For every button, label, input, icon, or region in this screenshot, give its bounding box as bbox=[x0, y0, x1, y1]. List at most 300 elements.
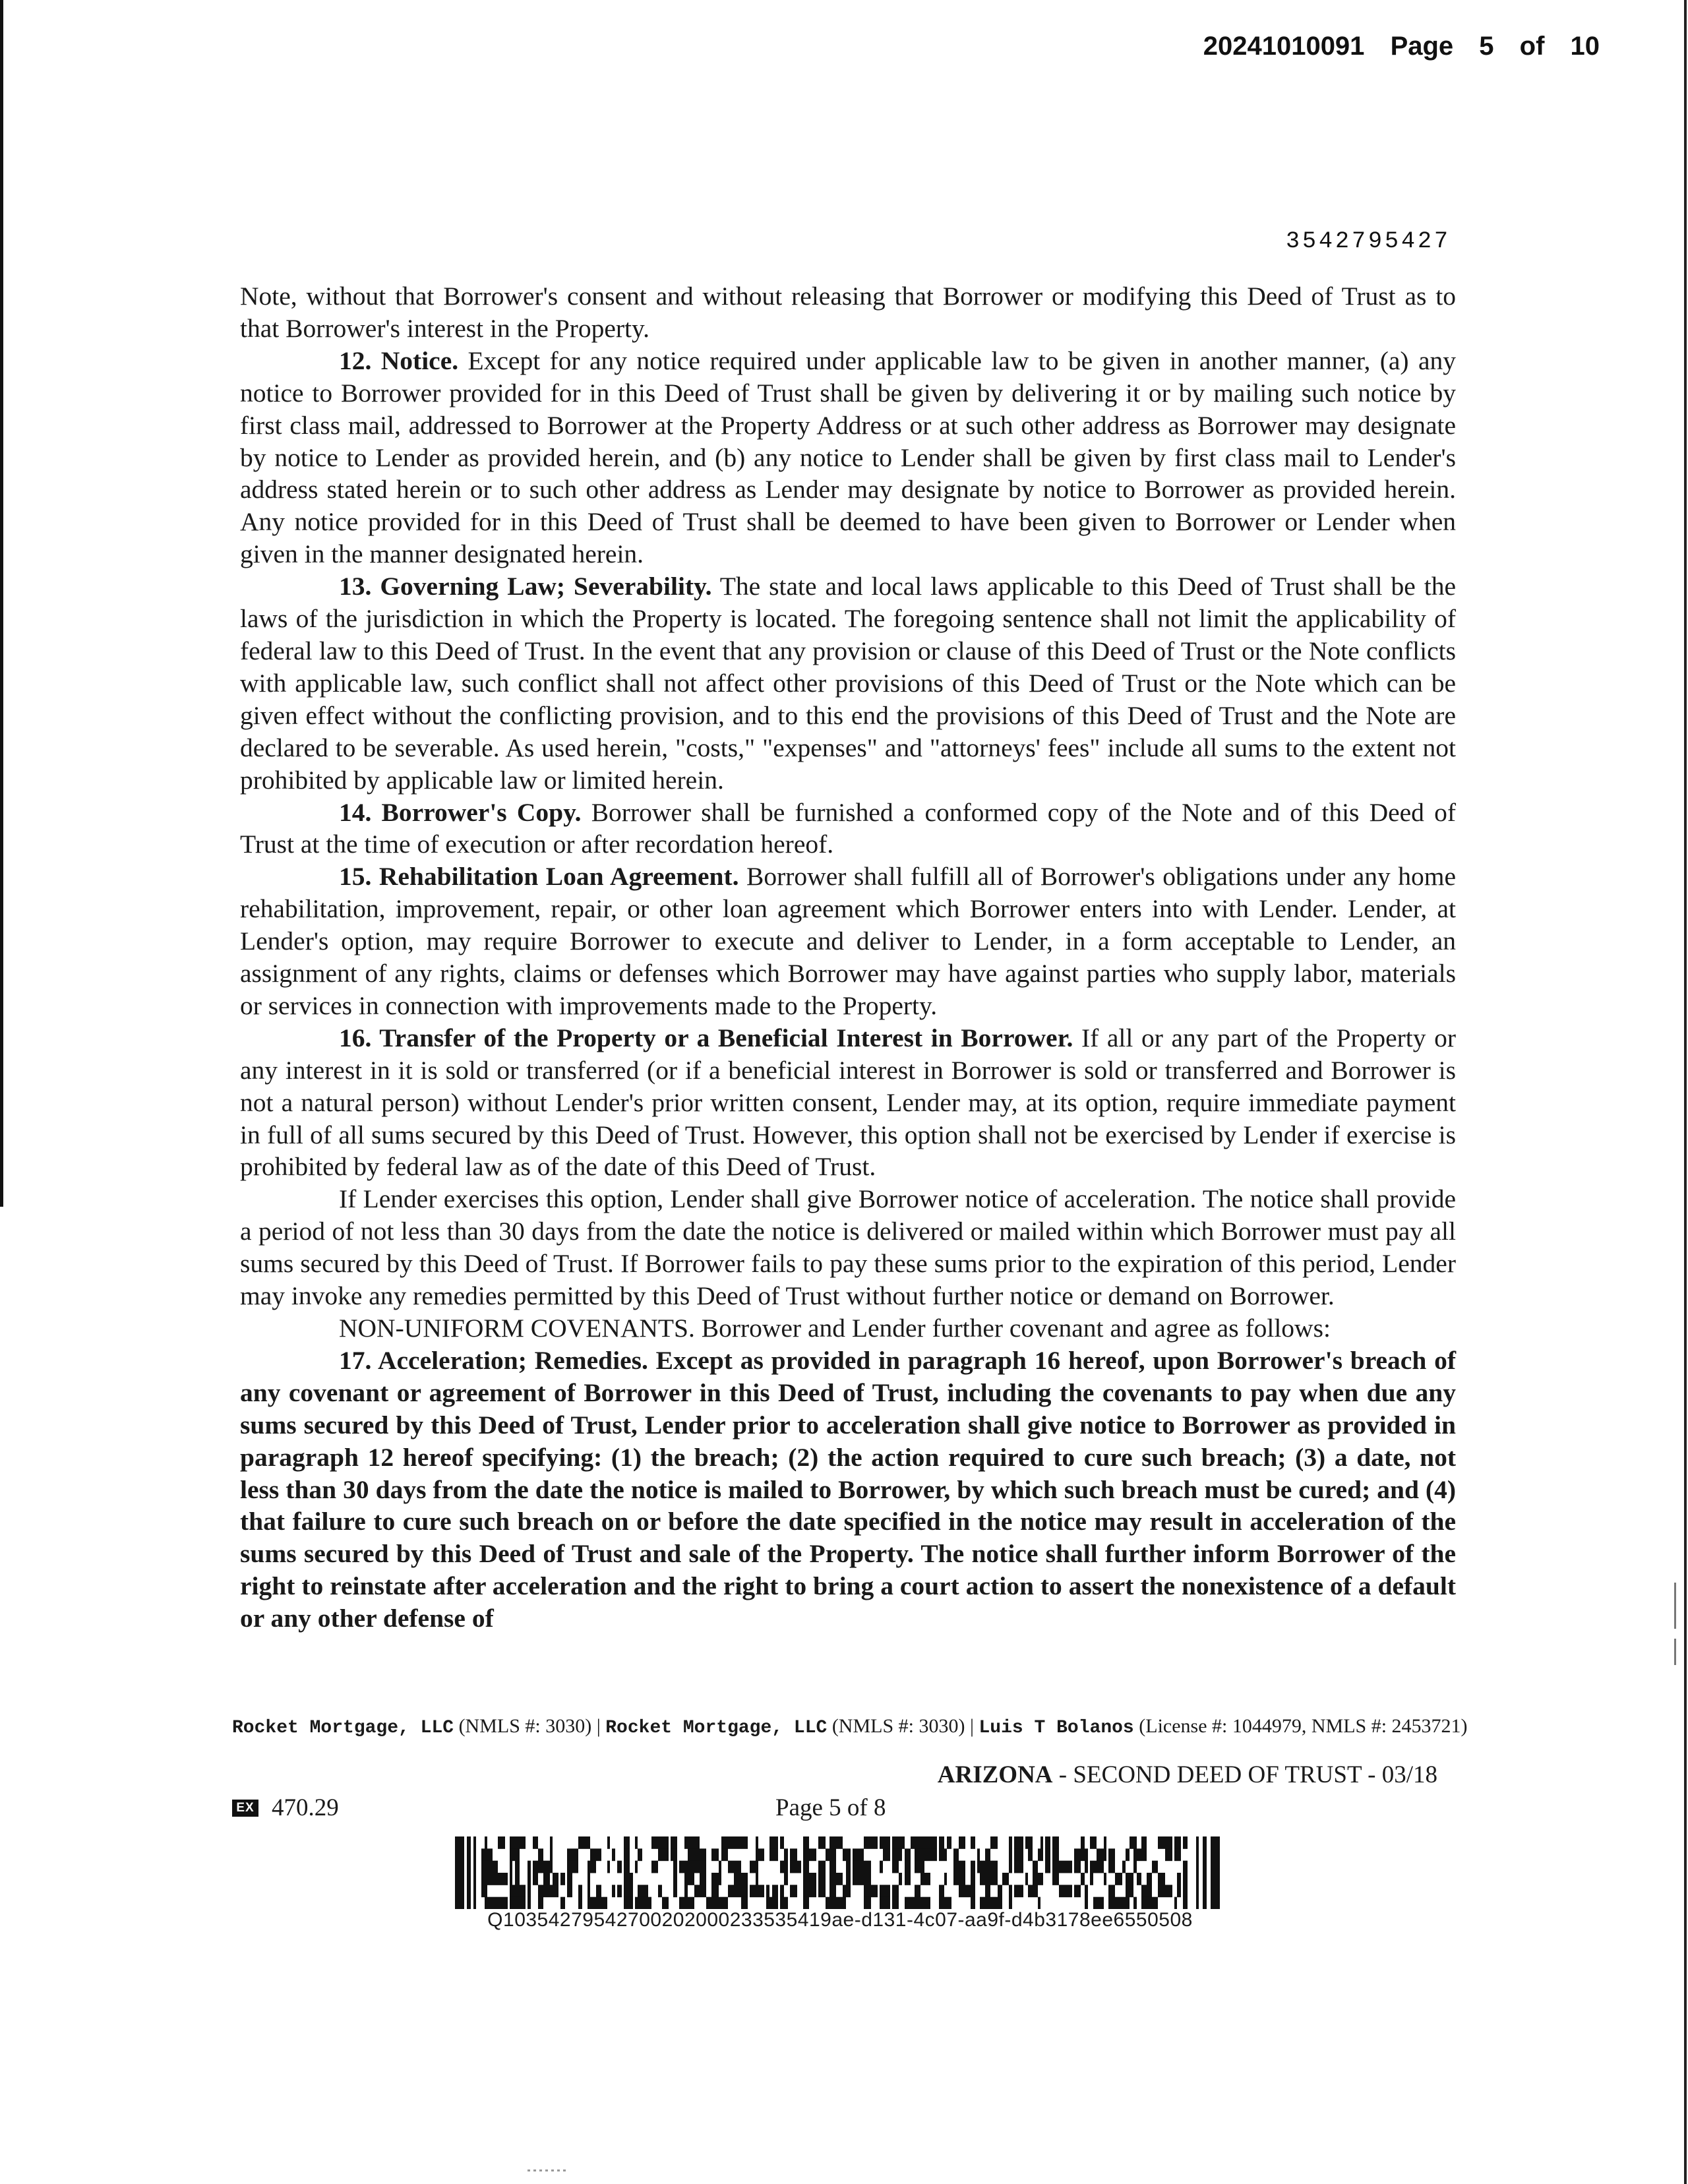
barcode-module bbox=[809, 1873, 816, 1885]
barcode-module bbox=[700, 1873, 706, 1885]
barcode-module bbox=[550, 1885, 553, 1897]
barcode-module bbox=[818, 1885, 826, 1897]
barcode-module bbox=[673, 1848, 677, 1861]
barcode-module bbox=[550, 1836, 553, 1849]
lender-name: Rocket Mortgage, LLC bbox=[605, 1718, 828, 1738]
barcode-module bbox=[588, 1897, 590, 1909]
barcode-module bbox=[1040, 1873, 1043, 1885]
barcode-module bbox=[510, 1873, 512, 1885]
barcode-module bbox=[630, 1885, 633, 1897]
barcode-module bbox=[512, 1897, 515, 1909]
barcode-module bbox=[734, 1873, 741, 1885]
barcode-module bbox=[1090, 1836, 1093, 1849]
barcode-module bbox=[780, 1836, 784, 1849]
barcode-module bbox=[721, 1836, 728, 1849]
document-body bbox=[240, 280, 1456, 1635]
barcode-module bbox=[538, 1885, 543, 1897]
barcode-module bbox=[1045, 1848, 1050, 1861]
barcode-module bbox=[624, 1885, 630, 1897]
barcode-module bbox=[790, 1885, 797, 1897]
barcode-module bbox=[1040, 1836, 1043, 1849]
barcode-module bbox=[924, 1873, 930, 1885]
barcode-module bbox=[700, 1861, 706, 1873]
barcode-module bbox=[1104, 1836, 1106, 1849]
barcode-module bbox=[1040, 1848, 1043, 1861]
barcode-module bbox=[1009, 1885, 1012, 1897]
paragraph-continuation: Note, without that Borrower's consent and without releasing that Borrower or modifying this Deed of Trust as to that Borrower's interest in the Property. bbox=[240, 282, 1456, 343]
barcode-module bbox=[864, 1861, 871, 1873]
barcode-module bbox=[721, 1848, 728, 1861]
recording-page-label: Page 5 of 10 bbox=[1390, 32, 1600, 61]
barcode-module bbox=[1177, 1848, 1181, 1861]
barcode-module bbox=[553, 1873, 558, 1885]
barcode-module bbox=[1081, 1836, 1085, 1849]
barcode-module bbox=[538, 1861, 543, 1873]
barcode-module bbox=[1066, 1885, 1072, 1897]
barcode-module bbox=[772, 1848, 778, 1861]
paragraph-text: The state and local laws applicable to this Deed of Trust shall be the laws of the jurisdiction in which the Property is located. The foregoing sentence shall not limit the applicability of federal law to this Deed of Trust. In the event that any provision or clause of this Deed of Trust or the Note conflicts with applicable law, such conflict shall not affect other provisions of this Deed of Trust or the Note which can be given effect without the conflicting provision, and to this end the provisions of this Deed of Trust and the Note are declared to be severable. As used herein, "costs," "expenses" and "attorneys' fees" include all sums to the extent not prohibited by applicable law or limited herein. bbox=[240, 572, 1456, 795]
barcode-module bbox=[971, 1873, 975, 1885]
barcode-module bbox=[515, 1836, 520, 1849]
barcode-module bbox=[719, 1873, 721, 1885]
barcode-module bbox=[871, 1836, 878, 1849]
barcode-module bbox=[543, 1861, 550, 1873]
barcode-module bbox=[671, 1848, 673, 1861]
barcode-module bbox=[481, 1885, 485, 1897]
barcode-module bbox=[853, 1861, 858, 1873]
barcode-module bbox=[1074, 1861, 1081, 1873]
barcode-module bbox=[809, 1885, 816, 1897]
barcode-module bbox=[930, 1848, 937, 1861]
barcode-module bbox=[772, 1885, 778, 1897]
barcode-module bbox=[635, 1861, 638, 1873]
recording-number: 20241010091 bbox=[1203, 32, 1365, 61]
barcode-module bbox=[1141, 1848, 1147, 1861]
barcode-module bbox=[688, 1873, 694, 1885]
barcode-module bbox=[728, 1885, 734, 1897]
barcode-module bbox=[959, 1861, 965, 1873]
barcode-module bbox=[864, 1836, 871, 1849]
barcode-module bbox=[498, 1836, 505, 1849]
barcode-module bbox=[671, 1836, 673, 1849]
barcode-module bbox=[1183, 1836, 1188, 1849]
barcode-module bbox=[1017, 1885, 1023, 1897]
loan-number: 3542795427 bbox=[1285, 228, 1451, 255]
barcode-module bbox=[721, 1897, 728, 1909]
barcode-module bbox=[1038, 1897, 1040, 1909]
barcode-module bbox=[1002, 1873, 1009, 1885]
barcode-module bbox=[684, 1897, 688, 1909]
barcode-module bbox=[493, 1897, 498, 1909]
barcode-module bbox=[977, 1848, 980, 1861]
barcode-module bbox=[853, 1848, 858, 1861]
barcode-bar bbox=[455, 1836, 464, 1909]
barcode-module bbox=[485, 1836, 487, 1849]
barcode-module bbox=[719, 1861, 721, 1873]
barcode-module bbox=[939, 1897, 944, 1909]
barcode-module bbox=[990, 1836, 998, 1849]
barcode-module bbox=[843, 1885, 846, 1897]
barcode-module bbox=[784, 1848, 788, 1861]
barcode-module bbox=[688, 1836, 694, 1849]
barcode-module bbox=[1028, 1836, 1033, 1849]
barcode-module bbox=[920, 1848, 924, 1861]
barcode-module bbox=[756, 1848, 758, 1861]
barcode-module bbox=[560, 1897, 565, 1909]
barcode-module bbox=[947, 1897, 951, 1909]
scan-speck bbox=[528, 2169, 567, 2171]
barcode-module bbox=[858, 1873, 864, 1885]
barcode-module bbox=[1108, 1861, 1115, 1873]
barcode-module bbox=[1081, 1873, 1085, 1885]
barcode-module bbox=[772, 1836, 778, 1849]
barcode-module bbox=[829, 1861, 836, 1873]
barcode-module bbox=[711, 1873, 719, 1885]
form-state: ARIZONA bbox=[937, 1761, 1053, 1788]
barcode-module bbox=[487, 1861, 493, 1873]
barcode-module bbox=[1183, 1861, 1188, 1873]
barcode-module bbox=[512, 1848, 515, 1861]
barcode-module bbox=[899, 1873, 902, 1885]
barcode-module bbox=[487, 1897, 493, 1909]
barcode-module bbox=[1028, 1848, 1033, 1861]
barcode-module bbox=[528, 1897, 531, 1909]
barcode-module bbox=[864, 1885, 871, 1897]
barcode-module bbox=[920, 1836, 924, 1849]
originator-name: Luis T Bolanos bbox=[979, 1718, 1134, 1738]
barcode-module bbox=[766, 1897, 769, 1909]
barcode-module bbox=[624, 1848, 630, 1861]
barcode-module bbox=[1074, 1848, 1081, 1861]
barcode-module bbox=[1028, 1885, 1033, 1897]
barcode-module bbox=[892, 1836, 899, 1849]
barcode-module bbox=[1009, 1897, 1012, 1909]
barcode-module bbox=[1158, 1836, 1165, 1849]
barcode-bar bbox=[1196, 1836, 1199, 1909]
barcode-module bbox=[846, 1885, 851, 1897]
barcode-module bbox=[1147, 1885, 1152, 1897]
barcode-module bbox=[853, 1873, 858, 1885]
page-number: Page 5 of 8 bbox=[775, 1794, 886, 1821]
barcode-module bbox=[784, 1861, 788, 1873]
barcode-module bbox=[1177, 1873, 1181, 1885]
barcode-module bbox=[651, 1861, 658, 1873]
barcode-module bbox=[1045, 1861, 1050, 1873]
barcode-module bbox=[924, 1897, 930, 1909]
barcode-module bbox=[959, 1873, 965, 1885]
barcode-bar bbox=[467, 1836, 471, 1909]
barcode-module bbox=[673, 1873, 677, 1885]
barcode-module bbox=[711, 1897, 719, 1909]
barcode-module bbox=[485, 1897, 487, 1909]
barcode-module bbox=[899, 1848, 902, 1861]
barcode-module bbox=[1147, 1873, 1152, 1885]
barcode-module bbox=[485, 1848, 487, 1861]
barcode-module bbox=[510, 1848, 512, 1861]
barcode-module bbox=[911, 1836, 915, 1849]
barcode-module bbox=[1141, 1885, 1147, 1897]
ex-icon: EX bbox=[232, 1800, 258, 1817]
barcode-module bbox=[1126, 1873, 1130, 1885]
barcode-module bbox=[515, 1885, 520, 1897]
barcode-module bbox=[734, 1885, 741, 1897]
barcode-module bbox=[567, 1861, 572, 1873]
barcode-module bbox=[1133, 1861, 1137, 1873]
barcode-module bbox=[924, 1836, 930, 1849]
barcode-module bbox=[965, 1885, 971, 1897]
paragraph-text: Borrower shall be furnished a conformed copy of the Note and of this Deed of Trust at the time of execution or after recordation hereof. bbox=[240, 797, 1456, 859]
barcode-module bbox=[871, 1885, 878, 1897]
barcode-module bbox=[741, 1873, 748, 1885]
barcode-module bbox=[684, 1836, 688, 1849]
barcode-module bbox=[1025, 1873, 1028, 1885]
barcode-module bbox=[688, 1897, 694, 1909]
barcode-module bbox=[829, 1897, 836, 1909]
barcode-module bbox=[758, 1885, 764, 1897]
non-uniform-covenants: NON-UNIFORM COVENANTS. Borrower and Lender further covenant and agree as follows: bbox=[339, 1314, 1331, 1343]
scan-mark bbox=[1674, 1583, 1676, 1629]
barcode-module bbox=[953, 1873, 959, 1885]
barcode-module bbox=[905, 1873, 911, 1885]
barcode-module bbox=[550, 1848, 553, 1861]
barcode-module bbox=[553, 1885, 558, 1897]
barcode-module bbox=[864, 1873, 871, 1885]
barcode-bar bbox=[473, 1836, 476, 1909]
barcode-module bbox=[694, 1836, 700, 1849]
barcode-module bbox=[1017, 1848, 1023, 1861]
barcode-module bbox=[980, 1897, 985, 1909]
barcode-module bbox=[750, 1885, 756, 1897]
barcode-module bbox=[1093, 1836, 1097, 1849]
barcode-module bbox=[980, 1861, 985, 1873]
barcode-module bbox=[939, 1836, 944, 1849]
barcode-module bbox=[485, 1861, 487, 1873]
barcode-module bbox=[883, 1848, 890, 1861]
barcode-module bbox=[638, 1848, 642, 1861]
barcode-module bbox=[758, 1848, 764, 1861]
barcode-module bbox=[528, 1861, 531, 1873]
barcode-module bbox=[772, 1897, 778, 1909]
barcode-module bbox=[939, 1848, 944, 1861]
barcode-module bbox=[533, 1861, 538, 1873]
barcode-module bbox=[1174, 1836, 1177, 1849]
barcode-module bbox=[617, 1861, 622, 1873]
barcode-module bbox=[543, 1873, 550, 1885]
paragraph-14 bbox=[240, 797, 1456, 861]
form-title bbox=[938, 1761, 1437, 1789]
paragraph-text: If all or any part of the Property or any interest in it is sold or transferred (or if a beneficial interest in Borrower is sold or transferred and Borrower is not a natural person) without Lender's prior written consent, Lender may, at its option, require immediate payment in full of all sums secured by this Deed of Trust. However, this option shall not be exercised by Lender if exercise is prohibited by federal law as of the date of this Deed of Trust. bbox=[240, 1023, 1457, 1182]
barcode-module bbox=[578, 1897, 582, 1909]
barcode-module bbox=[533, 1836, 538, 1849]
barcode-module bbox=[818, 1836, 826, 1849]
barcode-module bbox=[607, 1836, 610, 1849]
barcode-module bbox=[756, 1873, 758, 1885]
barcode-module bbox=[498, 1897, 505, 1909]
paragraph-heading: 14. Borrower's Copy. bbox=[339, 797, 582, 827]
barcode-module bbox=[1017, 1836, 1023, 1849]
barcode-module bbox=[905, 1861, 911, 1873]
barcode-module bbox=[505, 1897, 508, 1909]
barcode-module bbox=[651, 1836, 658, 1849]
barcode-module bbox=[588, 1885, 590, 1897]
barcode-module bbox=[1081, 1848, 1085, 1861]
barcode-module bbox=[790, 1848, 797, 1861]
paragraph-13 bbox=[240, 570, 1456, 796]
barcode-module bbox=[1104, 1873, 1106, 1885]
barcode-module bbox=[515, 1861, 520, 1873]
barcode-module bbox=[612, 1885, 615, 1897]
barcode-module bbox=[784, 1873, 788, 1885]
originator-license: (License #: 1044979, NMLS #: 2453721) bbox=[1133, 1715, 1468, 1737]
barcode-module bbox=[520, 1897, 526, 1909]
barcode-module bbox=[728, 1861, 734, 1873]
paragraph-12 bbox=[240, 345, 1456, 570]
barcode-text: Q10354279542700202000233535419ae-d131-4c07-aa9f-d4b3178ee6550508 bbox=[487, 1909, 1193, 1931]
barcode-module bbox=[728, 1836, 734, 1849]
barcode-module bbox=[846, 1873, 851, 1885]
barcode-module bbox=[803, 1836, 809, 1849]
barcode-module bbox=[635, 1897, 638, 1909]
barcode-module bbox=[520, 1885, 526, 1897]
barcode-module bbox=[493, 1861, 498, 1873]
barcode-module bbox=[1158, 1873, 1165, 1885]
barcode-module bbox=[769, 1897, 772, 1909]
barcode-module bbox=[780, 1861, 784, 1873]
barcode-module bbox=[1014, 1861, 1017, 1873]
barcode-module bbox=[915, 1836, 920, 1849]
barcode-module bbox=[829, 1848, 836, 1861]
barcode-module bbox=[977, 1861, 980, 1873]
barcode-module bbox=[1052, 1836, 1059, 1849]
barcode-module bbox=[915, 1897, 920, 1909]
barcode-module bbox=[658, 1848, 662, 1861]
barcode-module bbox=[734, 1836, 741, 1849]
barcode-module bbox=[1085, 1885, 1088, 1897]
barcode-module bbox=[1052, 1873, 1059, 1885]
form-code-number: 470.29 bbox=[272, 1794, 339, 1821]
barcode-module bbox=[567, 1848, 572, 1861]
barcode-module bbox=[528, 1873, 531, 1885]
barcode-module bbox=[836, 1873, 843, 1885]
barcode-module bbox=[515, 1848, 520, 1861]
barcode-module bbox=[1115, 1873, 1122, 1885]
barcode-module bbox=[487, 1873, 493, 1885]
barcode-module bbox=[648, 1897, 651, 1909]
barcode-module bbox=[1141, 1897, 1147, 1909]
barcode-module bbox=[582, 1836, 588, 1849]
barcode-module bbox=[1045, 1836, 1050, 1849]
barcode-module bbox=[1059, 1885, 1066, 1897]
barcode-module bbox=[998, 1885, 1002, 1897]
barcode-module bbox=[905, 1897, 911, 1909]
barcode-module bbox=[741, 1836, 748, 1849]
barcode-module bbox=[642, 1897, 648, 1909]
barcode-module bbox=[1152, 1861, 1158, 1873]
barcode-module bbox=[543, 1885, 550, 1897]
barcode-module bbox=[711, 1848, 719, 1861]
barcode-module bbox=[1141, 1836, 1147, 1849]
barcode-module bbox=[990, 1897, 998, 1909]
barcode-module bbox=[481, 1873, 485, 1885]
paragraph-16 bbox=[240, 1022, 1456, 1184]
barcode-module bbox=[1108, 1885, 1115, 1897]
barcode-module bbox=[741, 1897, 748, 1909]
barcode-module bbox=[829, 1836, 836, 1849]
barcode-module bbox=[673, 1836, 677, 1849]
barcode-module bbox=[607, 1861, 610, 1873]
barcode-module bbox=[624, 1836, 630, 1849]
paragraph-15 bbox=[240, 861, 1456, 1022]
barcode-module bbox=[662, 1897, 669, 1909]
barcode-module bbox=[688, 1861, 694, 1873]
barcode-module bbox=[843, 1848, 846, 1861]
barcode-module bbox=[858, 1861, 864, 1873]
barcode-module bbox=[915, 1861, 920, 1873]
barcode-module bbox=[515, 1897, 520, 1909]
lender-nmls: (NMLS #: 3030) bbox=[827, 1715, 965, 1737]
barcode-module bbox=[1122, 1861, 1126, 1873]
separator: | bbox=[591, 1715, 606, 1737]
barcode-module bbox=[990, 1873, 998, 1885]
barcode-module bbox=[528, 1885, 531, 1897]
barcode-module bbox=[1183, 1873, 1188, 1885]
paragraph-text: Except for any notice required under applicable law to be given in another manner, (a) any notice to Borrower provided for in this Deed of Trust shall be given by delivering it or by mailing such notice by first class mail, addressed to Borrower at the Property Address or at such other address as Borrower may designate by notice to Lender as provided herein, and (b) any notice to Lender shall be given by first class mail to Lender's address stated herein or to such other address as Lender may designate by notice to Borrower as provided herein. Any notice provided for in this Deed of Trust shall be deemed to have been given to Borrower or Lender when given in the manner designated herein. bbox=[240, 346, 1456, 569]
barcode-module bbox=[1085, 1861, 1088, 1873]
barcode-module bbox=[784, 1897, 788, 1909]
barcode-module bbox=[892, 1885, 899, 1897]
barcode-module bbox=[596, 1848, 601, 1861]
barcode-bar bbox=[1211, 1836, 1220, 1909]
recording-header bbox=[1203, 32, 1600, 61]
barcode-module bbox=[662, 1848, 669, 1861]
barcode-module bbox=[846, 1848, 851, 1861]
barcode-module bbox=[1097, 1861, 1104, 1873]
barcode-module bbox=[550, 1861, 553, 1873]
barcode-module bbox=[1097, 1897, 1104, 1909]
barcode-module bbox=[1147, 1897, 1152, 1909]
barcode-module bbox=[588, 1861, 590, 1873]
barcode-module bbox=[911, 1897, 915, 1909]
barcode-module bbox=[780, 1885, 784, 1897]
barcode-module bbox=[694, 1861, 700, 1873]
barcode-module bbox=[688, 1848, 694, 1861]
barcode-module bbox=[741, 1885, 748, 1897]
barcode-module bbox=[880, 1861, 883, 1873]
barcode-module bbox=[1152, 1897, 1158, 1909]
barcode bbox=[455, 1836, 1225, 1909]
barcode-module bbox=[578, 1885, 582, 1897]
barcode-module bbox=[505, 1873, 508, 1885]
barcode-module bbox=[624, 1873, 630, 1885]
barcode-module bbox=[980, 1873, 985, 1885]
barcode-module bbox=[512, 1836, 515, 1849]
barcode-module bbox=[892, 1897, 899, 1909]
barcode-module bbox=[1074, 1885, 1081, 1897]
barcode-module bbox=[684, 1873, 688, 1885]
barcode-module bbox=[985, 1897, 990, 1909]
barcode-module bbox=[971, 1861, 975, 1873]
barcode-module bbox=[826, 1848, 829, 1861]
barcode-module bbox=[809, 1848, 816, 1861]
barcode-module bbox=[1025, 1836, 1028, 1849]
barcode-module bbox=[624, 1861, 630, 1873]
barcode-module bbox=[1009, 1861, 1012, 1873]
barcode-module bbox=[1165, 1836, 1172, 1849]
barcode-module bbox=[985, 1885, 990, 1897]
barcode-module bbox=[1038, 1848, 1040, 1861]
barcode-bar bbox=[1203, 1836, 1207, 1909]
barcode-module bbox=[883, 1836, 890, 1849]
